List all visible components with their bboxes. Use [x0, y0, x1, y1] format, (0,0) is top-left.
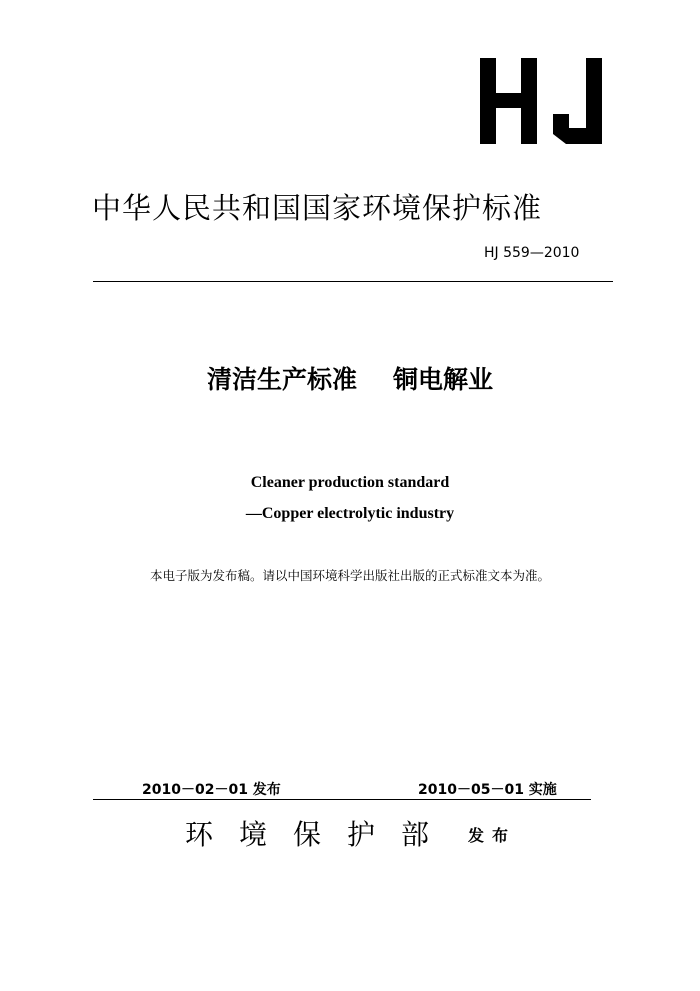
title-chinese: [0, 360, 700, 396]
issuing-label: 发布: [468, 826, 517, 845]
issuing-authority: 环境保护部: [185, 818, 456, 851]
standard-classification: 中华人民共和国国家环境保护标准: [92, 191, 543, 225]
issue-date: 2010－02－01 发布: [142, 782, 281, 798]
header-divider: [93, 281, 613, 282]
footer-divider: [93, 799, 591, 800]
title-english-line1: Cleaner production standard: [250, 474, 450, 491]
effective-date: 2010－05－01 实施: [418, 782, 557, 798]
standard-number: HJ 559—2010: [484, 245, 580, 261]
title-english-line2: —Copper electrolytic industry: [245, 505, 455, 522]
edition-notice: 本电子版为发布稿。请以中国环境科学出版社出版的正式标准文本为准。: [149, 568, 550, 583]
hj-logo: [480, 58, 604, 144]
title-chinese-part1: 清洁生产标准: [206, 365, 357, 394]
title-chinese-part2: 铜电解业: [393, 365, 494, 394]
